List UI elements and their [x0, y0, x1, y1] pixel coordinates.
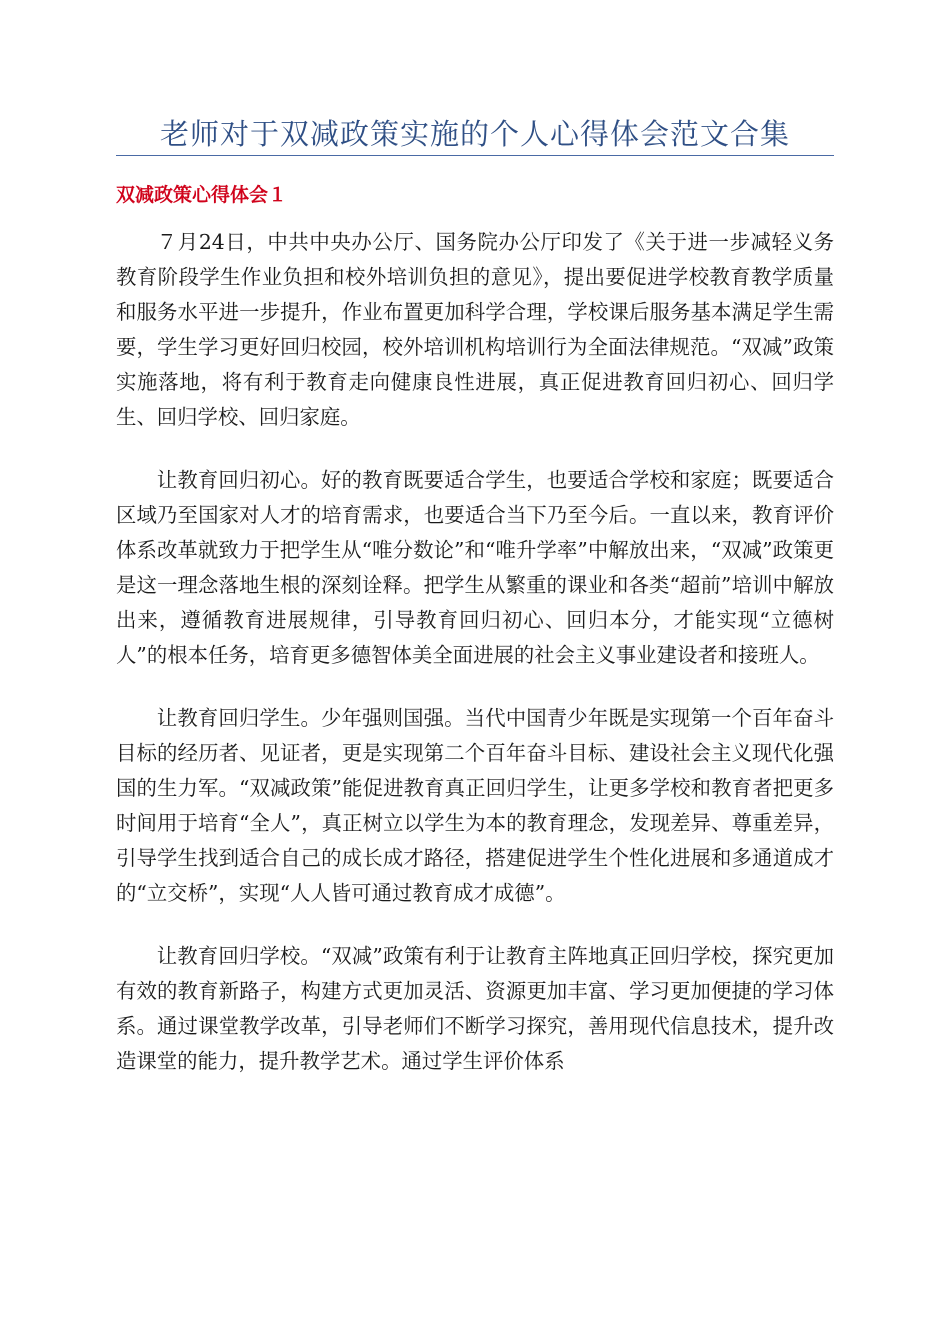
paragraph-2: 让教育回归初心。好的教育既要适合学生，也要适合学校和家庭；既要适合区域乃至国家对人才的培育需求，也要适合当下乃至今后。一直以来，教育评价体系改革就致力于把学生从“唯分数论”和“唯升学率”中解放出来，“双减”政策更是这一理念落地生根的深刻诠释。把学生从繁重的课业和各类“超前”培训中解放出来，遵循教育进展规律，引导教育回归初心、回归本分，才能实现“立德树人”的根本任务，培育更多德智体美全面进展的社会主义事业建设者和接班人。 — [116, 468, 834, 667]
title-underline — [116, 155, 834, 156]
document-title: 老师对于双减政策实施的个人心得体会范文合集 — [159, 117, 790, 151]
paragraph-4: 让教育回归学校。“双减”政策有利于让教育主阵地真正回归学校，探究更加有效的教育新路子，构建方式更加灵活、资源更加丰富、学习更加便捷的学习体系。通过课堂教学改革，引导老师们不断学习探究，善用现代信息技术，提升改造课堂的能力，提升教学艺术。通过学生评价体系 — [116, 944, 834, 1073]
body-text — [116, 225, 834, 1107]
paragraph-3: 让教育回归学生。少年强则国强。当代中国青少年既是实现第一个百年奋斗目标的经历者、见证者，更是实现第二个百年奋斗目标、建设社会主义现代化强国的生力军。“双减政策”能促进教育真正回归学生，让更多学校和教育者把更多时间用于培育“全人”，真正树立以学生为本的教育理念，发现差异、尊重差异，引导学生找到适合自己的成长成才路径，搭建促进学生个性化进展和多通道成才的“立交桥”，实现“人人皆可通过教育成才成德”。 — [116, 706, 834, 905]
section-heading: 双减政策心得体会１ — [116, 184, 288, 206]
paragraph-1: ７月24日，中共中央办公厅、国务院办公厅印发了《关于进一步减轻义务教育阶段学生作业负担和校外培训负担的意见》，提出要促进学校教育教学质量和服务水平进一步提升，作业布置更加科学合理，学校课后服务基本满足学生需要，学生学习更好回归校园，校外培训机构培训行为全面法律规范。“双减”政策实施落地，将有利于教育走向健康良性进展，真正促进教育回归初心、回归学生、回归学校、回归家庭。 — [116, 230, 834, 429]
